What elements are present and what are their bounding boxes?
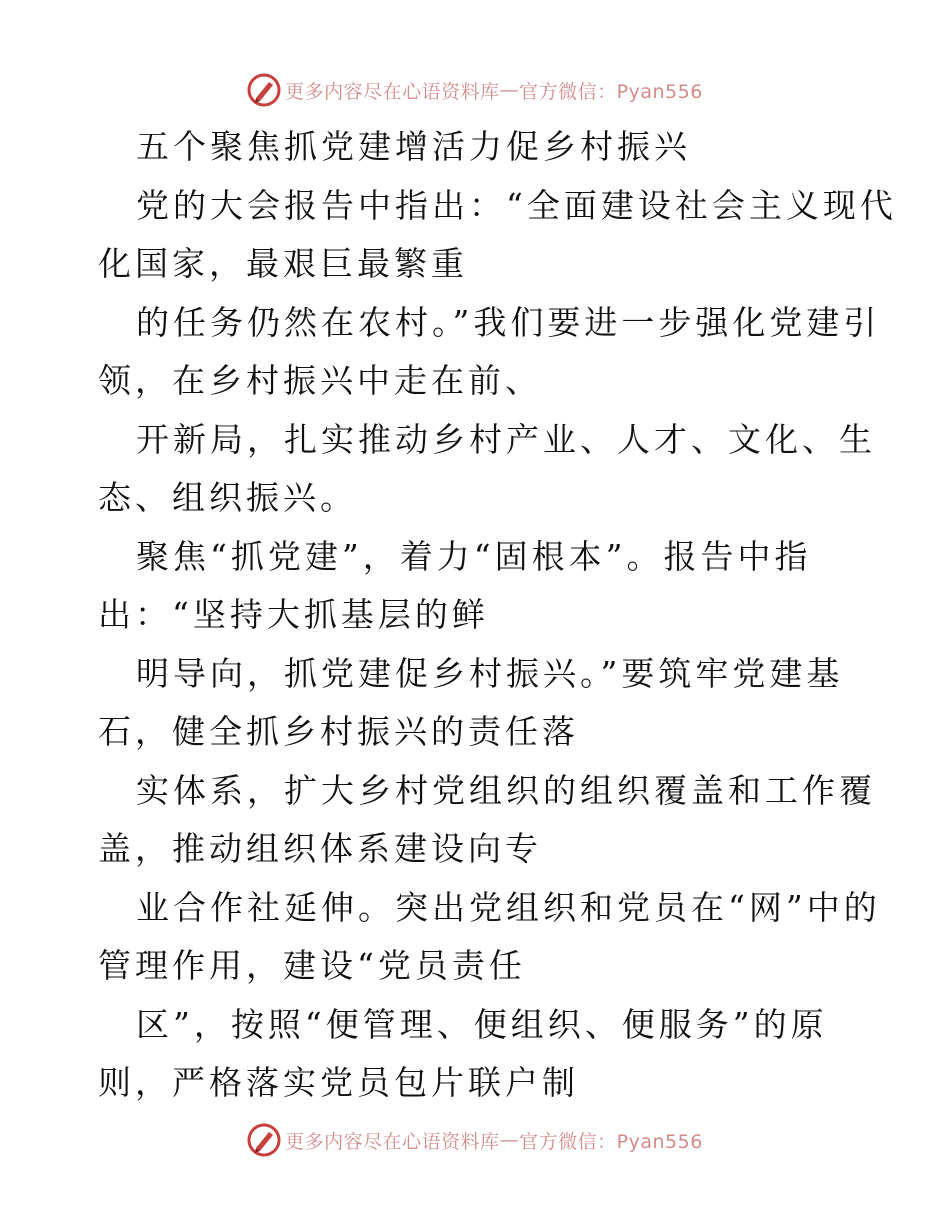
- text-line: 党的大会报告中指出：“全面建设社会主义现代: [136, 185, 897, 225]
- text-line: 管理作用，建设“党员责任: [98, 946, 526, 985]
- text-line: 则，严格落实党员包片联户制: [98, 1063, 579, 1102]
- pen-logo-icon: [247, 73, 281, 107]
- text-line: 领，在乡村振兴中走在前、: [98, 361, 542, 400]
- pen-logo-icon: [247, 1123, 281, 1157]
- text-line: 区”，按照“便管理、便组织、便服务”的原: [136, 1004, 828, 1044]
- page-footer-watermark: [0, 1122, 950, 1158]
- text-line: 明导向，抓党建促乡村振兴。”要筑牢党建基: [136, 653, 844, 693]
- watermark: [247, 73, 703, 107]
- text-line: 出：“坚持大抓基层的鲜: [98, 595, 489, 634]
- watermark-contact: 官方微信：Pyan556: [519, 1130, 703, 1153]
- text-line: 的任务仍然在农村。”我们要进一步强化党建引: [136, 302, 881, 342]
- watermark-separator: —: [499, 79, 520, 101]
- document-title: 五个聚焦抓党建增活力促乡村振兴: [136, 127, 691, 166]
- text-line: 聚焦“抓党建”，着力“固根本”。报告中指: [136, 536, 812, 576]
- text-line: 开新局，扎实推动乡村产业、人才、文化、生: [136, 419, 876, 459]
- watermark: [247, 1123, 703, 1157]
- watermark-contact: 官方微信：Pyan556: [519, 80, 703, 103]
- page-header-watermark: [0, 72, 950, 108]
- document-body: [98, 118, 897, 1113]
- text-line: 石，健全抓乡村振兴的责任落: [98, 712, 579, 751]
- watermark-separator: —: [499, 1129, 520, 1151]
- text-line: 实体系，扩大乡村党组织的组织覆盖和工作覆: [136, 770, 876, 810]
- text-line: 态、组织振兴。: [98, 478, 357, 517]
- watermark-text: 更多内容尽在心语资料库: [285, 1130, 500, 1153]
- text-line: 化国家，最艰巨最繁重: [98, 244, 468, 283]
- text-line: 业合作社延伸。突出党组织和党员在“网”中的: [136, 887, 881, 927]
- text-line: 盖，推动组织体系建设向专: [98, 829, 542, 868]
- watermark-text: 更多内容尽在心语资料库: [285, 80, 500, 103]
